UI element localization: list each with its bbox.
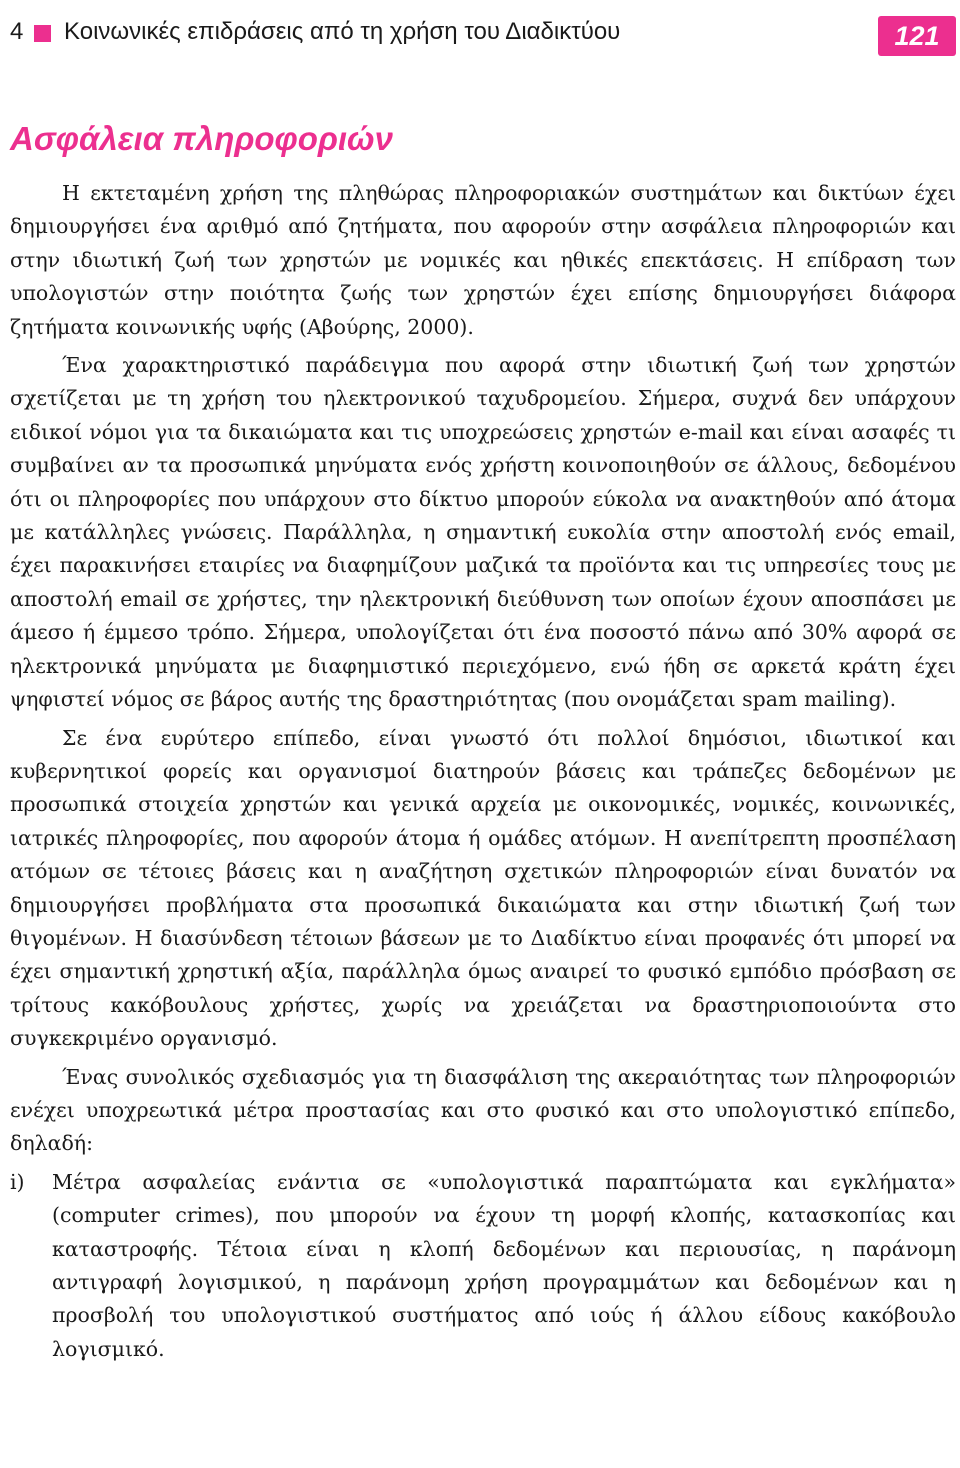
chapter-square-icon	[34, 25, 51, 42]
paragraph-1: Η εκτεταμένη χρήση της πληθώρας πληροφοριακών συστημάτων και δικτύων έχει δημιουργήσει ένα αριθμό από ζητήματα, που αφορούν στην ασφάλεια πληροφοριών και στην ιδιωτική ζωή των χρηστών με νομικές και ηθικές επεκτάσεις. Η επίδραση των υπολογιστών στην ποιότητα ζωής των χρηστών έχει επίσης δημιουργήσει διάφορα ζητήματα κοινωνικής υφής (Αβούρης, 2000).	[10, 181, 956, 339]
section-title: Ασφάλεια πληροφοριών	[10, 120, 393, 157]
page-number: 121	[894, 21, 940, 51]
body-text	[10, 177, 956, 1366]
list-marker: i)	[10, 1169, 25, 1194]
chapter-title: Κοινωνικές επιδράσεις από τη χρήση του Διαδικτύου	[64, 18, 621, 45]
paragraph-3: Σε ένα ευρύτερο επίπεδο, είναι γνωστό ότι πολλοί δημόσιοι, ιδιωτικοί και κυβερνητικοί φορείς και οργανισμοί διατηρούν βάσεις και τράπεζες δεδομένων με προσωπικά στοιχεία χρηστών και γενικά αρχεία με οικονομικές, νομικές, κοινωνικές, ιατρικές πληροφορίες, που αφορούν άτομα ή ομάδες ατόμων. Η ανεπίτρεπτη προσπέλαση ατόμων σε τέτοιες βάσεις και η αναζήτηση σχετικών πληροφοριών είναι δυνατόν να δημιουργήσει προβλήματα στα προσωπικά δικαιώματα και στην ιδιωτική ζωή των θιγομένων. Η διασύνδεση τέτοιων βάσεων με το Διαδίκτυο είναι προφανές ότι μπορεί να έχει σημαντική χρηστική αξία, παράλληλα όμως αναιρεί το φυσικό εμπόδιο πρόσβαση σε τρίτους κακόβουλους χρήστες, χωρίς να χρειάζεται να δραστηριοποιούντα στο συγκεκριμένο οργανισμό.	[10, 725, 956, 1051]
page-header	[10, 16, 956, 56]
chapter-number: 4	[10, 18, 24, 45]
list-item	[10, 1166, 956, 1366]
paragraph-4: Ένας συνολικός σχεδιασμός για τη διασφάλιση της ακεραιότητας των πληροφοριών ενέχει υποχρεωτικά μέτρα προστασίας και στο φυσικό και στο υπολογιστικό επίπεδο, δηλαδή:	[10, 1064, 956, 1156]
paragraph-2: Ένα χαρακτηριστικό παράδειγμα που αφορά στην ιδιωτική ζωή των χρηστών σχετίζεται με τη χρήση του ηλεκτρονικού ταχυδρομείου. Σήμερα, συχνά δεν υπάρχουν ειδικοί νόμοι για τα δικαιώματα και τις υποχρεώσεις χρηστών e-mail και είναι ασαφές τι συμβαίνει αν τα προσωπικά μηνύματα ενός χρήστη κοινοποιηθούν σε άλλους, δεδομένου ότι οι πληροφορίες που υπάρχουν στο δίκτυο μπορούν εύκολα να ανακτηθούν από άτομα με κατάλληλες γνώσεις. Παράλληλα, η σημαντική ευκολία στην αποστολή ενός email, έχει παρακινήσει εταιρίες να διαφημίζουν μαζικά τα προϊόντα και τις υπηρεσίες τους με αποστολή email σε χρήστες, την ηλεκτρονική διεύθυνση των οποίων έχουν αποσπάσει με άμεσο ή έμμεσο τρόπο. Σήμερα, υπολογίζεται ότι ένα ποσοστό πάνω από 30% αφορά σε ηλεκτρονικά μηνύματα με διαφημιστικό περιεχόμενο, ενώ ήδη σε αρκετά κράτη έχει ψηφιστεί νόμος σε βάρος αυτής της δραστηριότητας (που ονομάζεται spam mailing).	[10, 353, 956, 712]
page-number-badge	[878, 16, 956, 56]
list-item-text: Μέτρα ασφαλείας ενάντια σε «υπολογιστικά παραπτώματα και εγκλήματα» (computer crimes), που μπορούν να έχουν τη μορφή κλοπής, κατασκοπίας και καταστροφής. Τέτοια είναι η κλοπή δεδομένων και περιουσίας, η παράνομη αντιγραφή λογισμικού, η παράνομη χρήση προγραμμάτων και δεδομένων και η προσβολή του υπολογιστικού συστήματος από ιούς ή άλλου είδους κακόβουλο λογισμικό.	[52, 1169, 956, 1361]
